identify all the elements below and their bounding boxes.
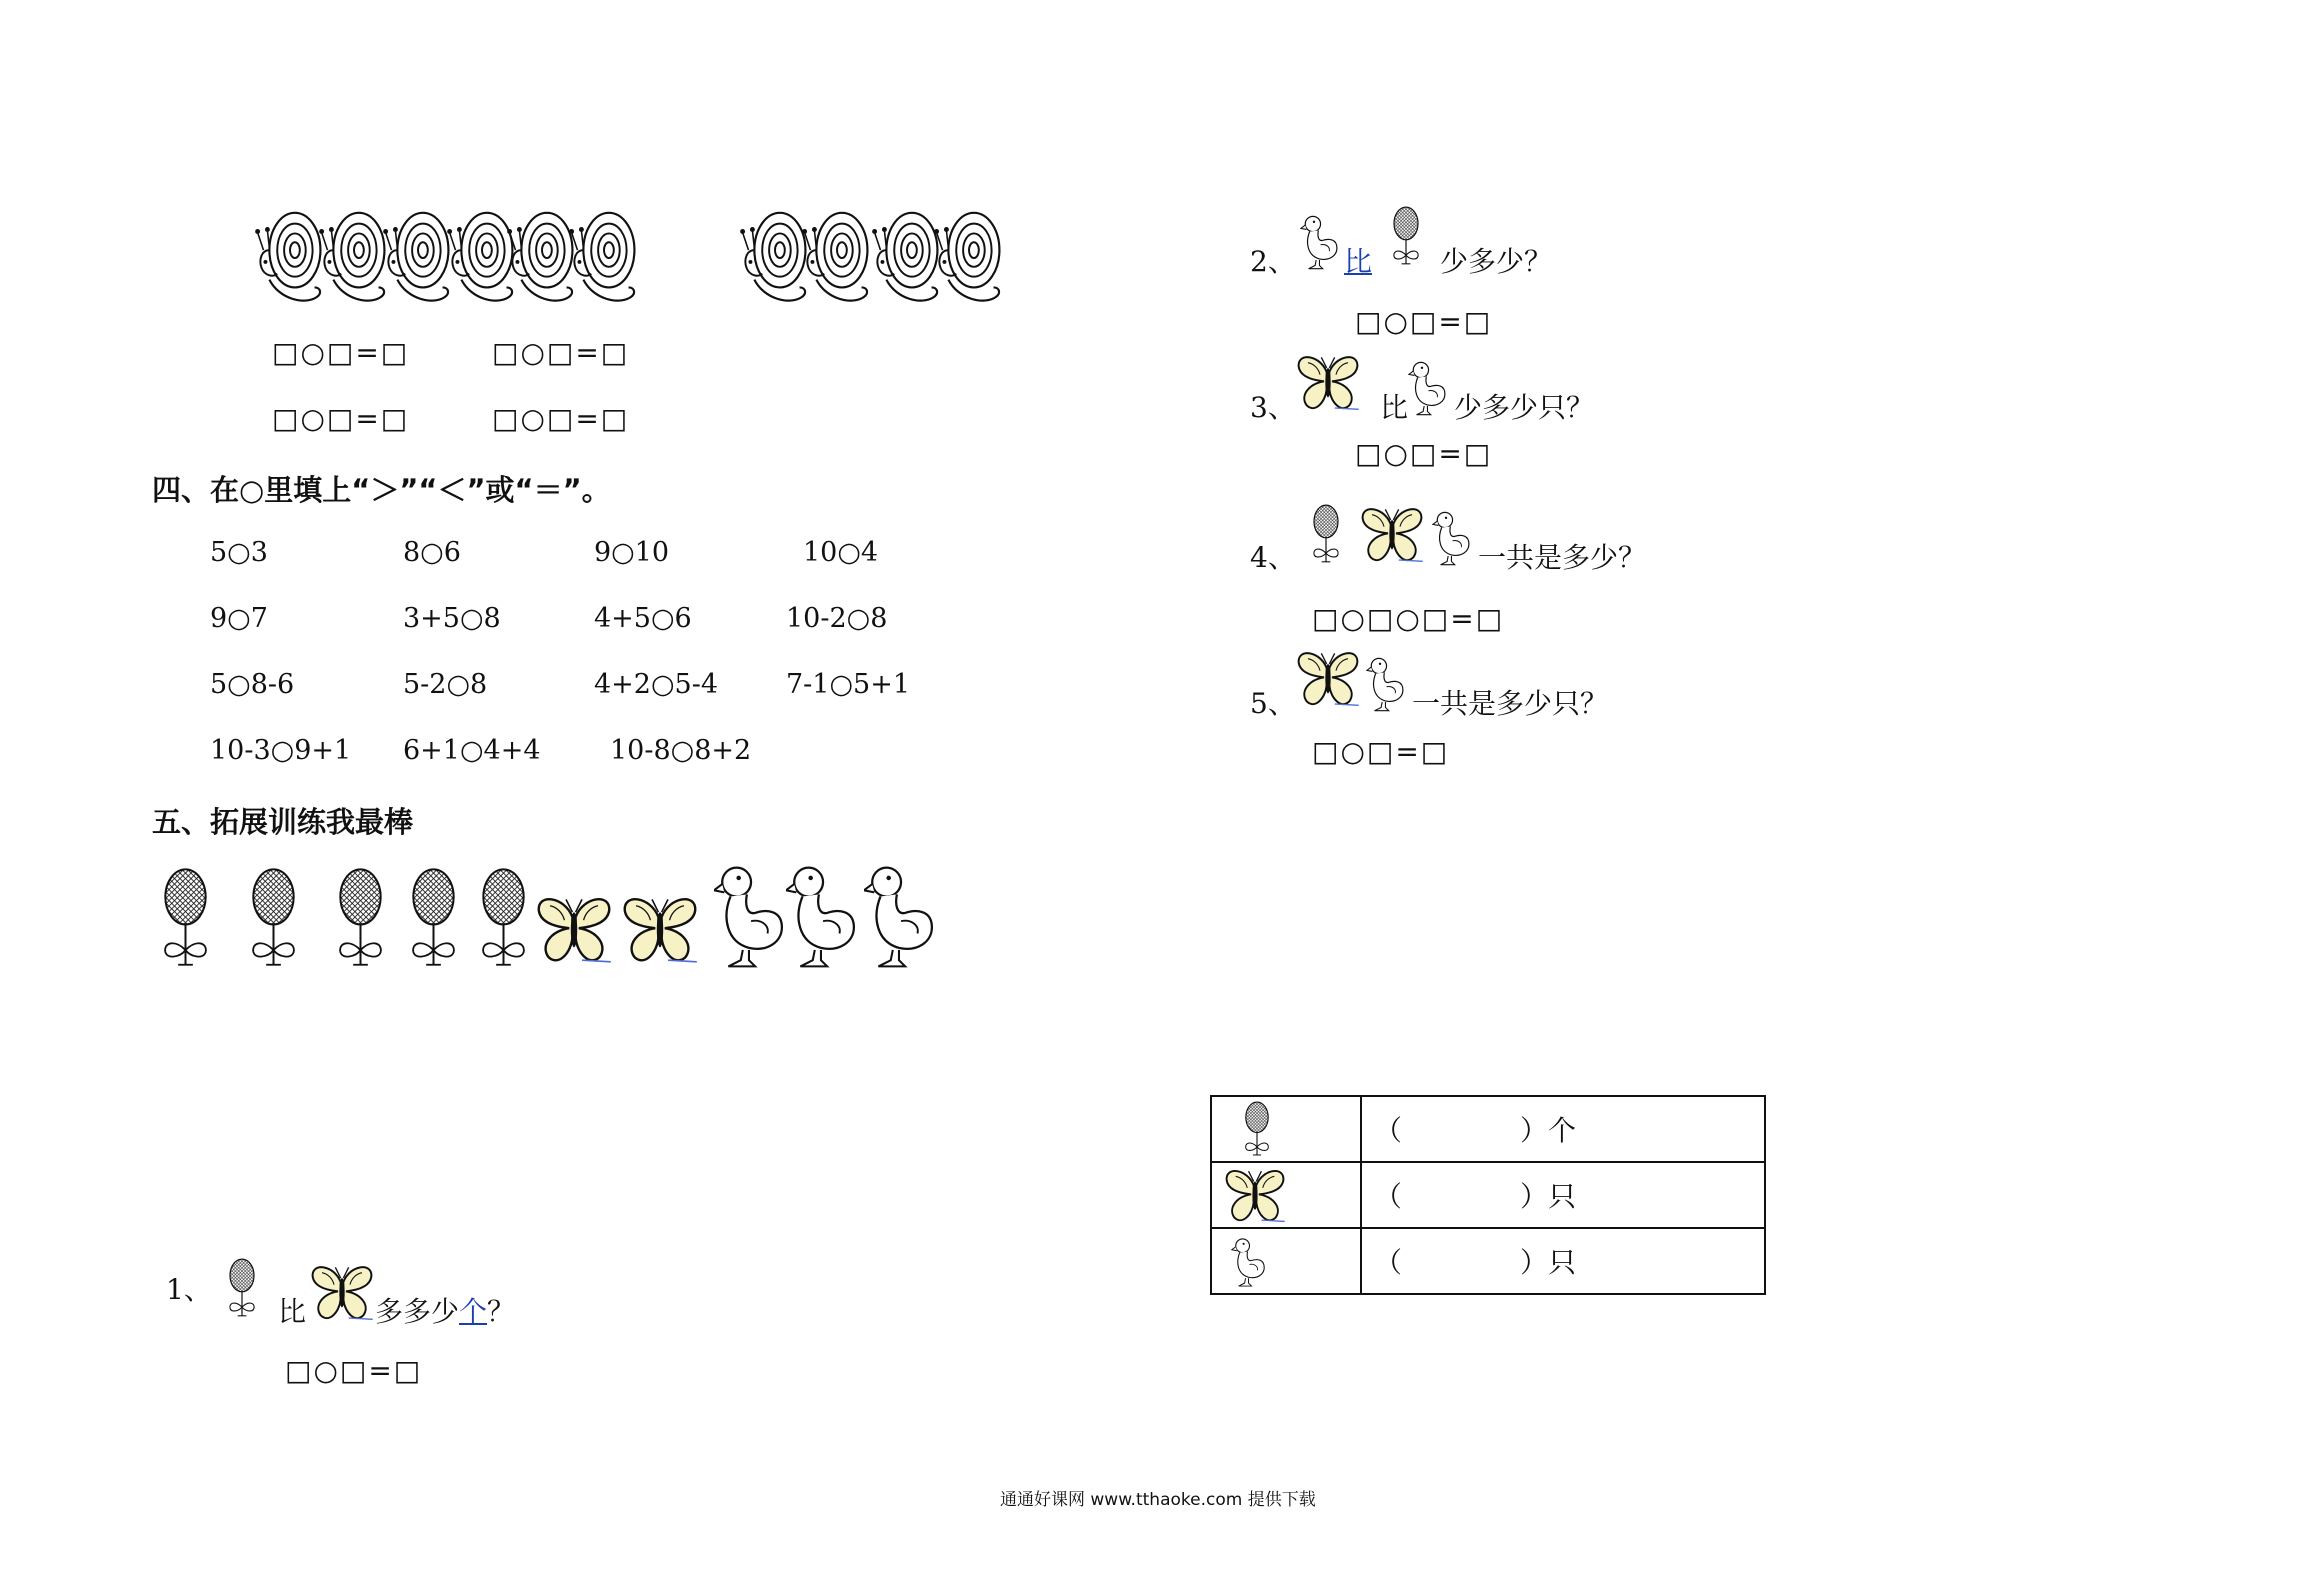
question-number: 3、 — [1250, 391, 1296, 424]
butterfly-icon — [308, 1262, 378, 1328]
butterfly-icon — [1294, 352, 1364, 418]
duck-icon — [1300, 212, 1344, 276]
flower-icon — [1386, 206, 1430, 272]
answer-equation: □○□=□ — [285, 1354, 423, 1387]
table-icon-cell — [1211, 1096, 1361, 1162]
flower-icon — [1306, 504, 1350, 570]
snail-equation-3: □○□=□ — [272, 402, 410, 435]
table-icon-cell — [1211, 1228, 1361, 1294]
compare-item: 10○4 — [803, 537, 879, 568]
duck-icon — [1224, 1231, 1284, 1291]
table-icon-cell — [1211, 1162, 1361, 1228]
table-row — [1211, 1228, 1765, 1294]
question-text: 比 — [1380, 391, 1409, 424]
duck-icon — [1366, 654, 1410, 718]
compare-item: 9○10 — [594, 537, 670, 568]
compare-item: 10-8○8+2 — [610, 735, 752, 766]
question-1 — [166, 1268, 212, 1308]
compare-item: 7-1○5+1 — [786, 669, 911, 700]
compare-item: 8○6 — [403, 537, 461, 568]
question-text: 比 — [278, 1295, 307, 1328]
compare-item: 4+5○6 — [594, 603, 692, 634]
unit-label: 只 — [1548, 1180, 1577, 1213]
butterfly-icon — [1222, 1164, 1292, 1226]
compare-item: 10-2○8 — [786, 603, 888, 634]
snail-equation-4: □○□=□ — [492, 402, 630, 435]
compare-item: 5○8-6 — [210, 669, 295, 700]
table-row — [1211, 1096, 1765, 1162]
question-text: 少多少只？ — [1454, 391, 1595, 424]
section-5-picture-row — [158, 858, 948, 982]
compare-item: 9○7 — [210, 603, 268, 634]
question-number: 5、 — [1250, 687, 1296, 720]
question-text: 多多少个？ — [375, 1295, 516, 1328]
compare-item: 6+1○4+4 — [403, 735, 541, 766]
snail-equation-1: □○□=□ — [272, 336, 410, 369]
table-row — [1211, 1162, 1765, 1228]
answer-blank[interactable]: （ ）只 — [1361, 1228, 1765, 1294]
question-text: 一共是多少？ — [1478, 541, 1647, 574]
flower-icon — [1232, 1099, 1292, 1159]
unit-label: 只 — [1548, 1246, 1577, 1279]
compare-item: 4+2○5-4 — [594, 669, 719, 700]
answer-equation: □○□○□=□ — [1312, 602, 1505, 635]
unit-link[interactable]: 个 — [459, 1295, 488, 1328]
section-5-title: 五、拓展训练我最棒 — [152, 805, 414, 839]
compare-item: 3+5○8 — [403, 603, 501, 634]
butterfly-icon — [1358, 504, 1428, 570]
question-number: 2、 — [1250, 245, 1296, 278]
tally-table — [1210, 1095, 1766, 1295]
answer-equation: □○□=□ — [1355, 305, 1493, 338]
duck-icon — [1432, 508, 1476, 572]
compare-item: 10-3○9+1 — [210, 735, 352, 766]
question-text: 一共是多少只？ — [1412, 687, 1609, 720]
duck-icon — [1408, 358, 1452, 422]
snail-equation-2: □○□=□ — [492, 336, 630, 369]
flower-icon — [222, 1258, 266, 1324]
question-text: 少多少？ — [1440, 245, 1553, 278]
answer-blank[interactable]: （ ）个 — [1361, 1096, 1765, 1162]
compare-item: 5○3 — [210, 537, 268, 568]
snail-group-left — [255, 203, 640, 315]
snail-group-right — [740, 203, 1005, 315]
answer-equation: □○□=□ — [1355, 437, 1493, 470]
section-4-title: 四、在○里填上“＞”“＜”或“＝”。 — [152, 473, 611, 507]
page-footer: 通通好课网 www.tthaoke.com 提供下载 — [1000, 1490, 1316, 1510]
butterfly-icon — [1294, 648, 1364, 714]
compare-word-link[interactable]: 比 — [1344, 245, 1373, 278]
answer-equation: □○□=□ — [1312, 735, 1450, 768]
answer-blank[interactable]: （ ）只 — [1361, 1162, 1765, 1228]
question-number: 4、 — [1250, 541, 1296, 574]
unit-label: 个 — [1548, 1114, 1577, 1147]
compare-item: 5-2○8 — [403, 669, 488, 700]
question-number: 1、 — [166, 1273, 212, 1306]
